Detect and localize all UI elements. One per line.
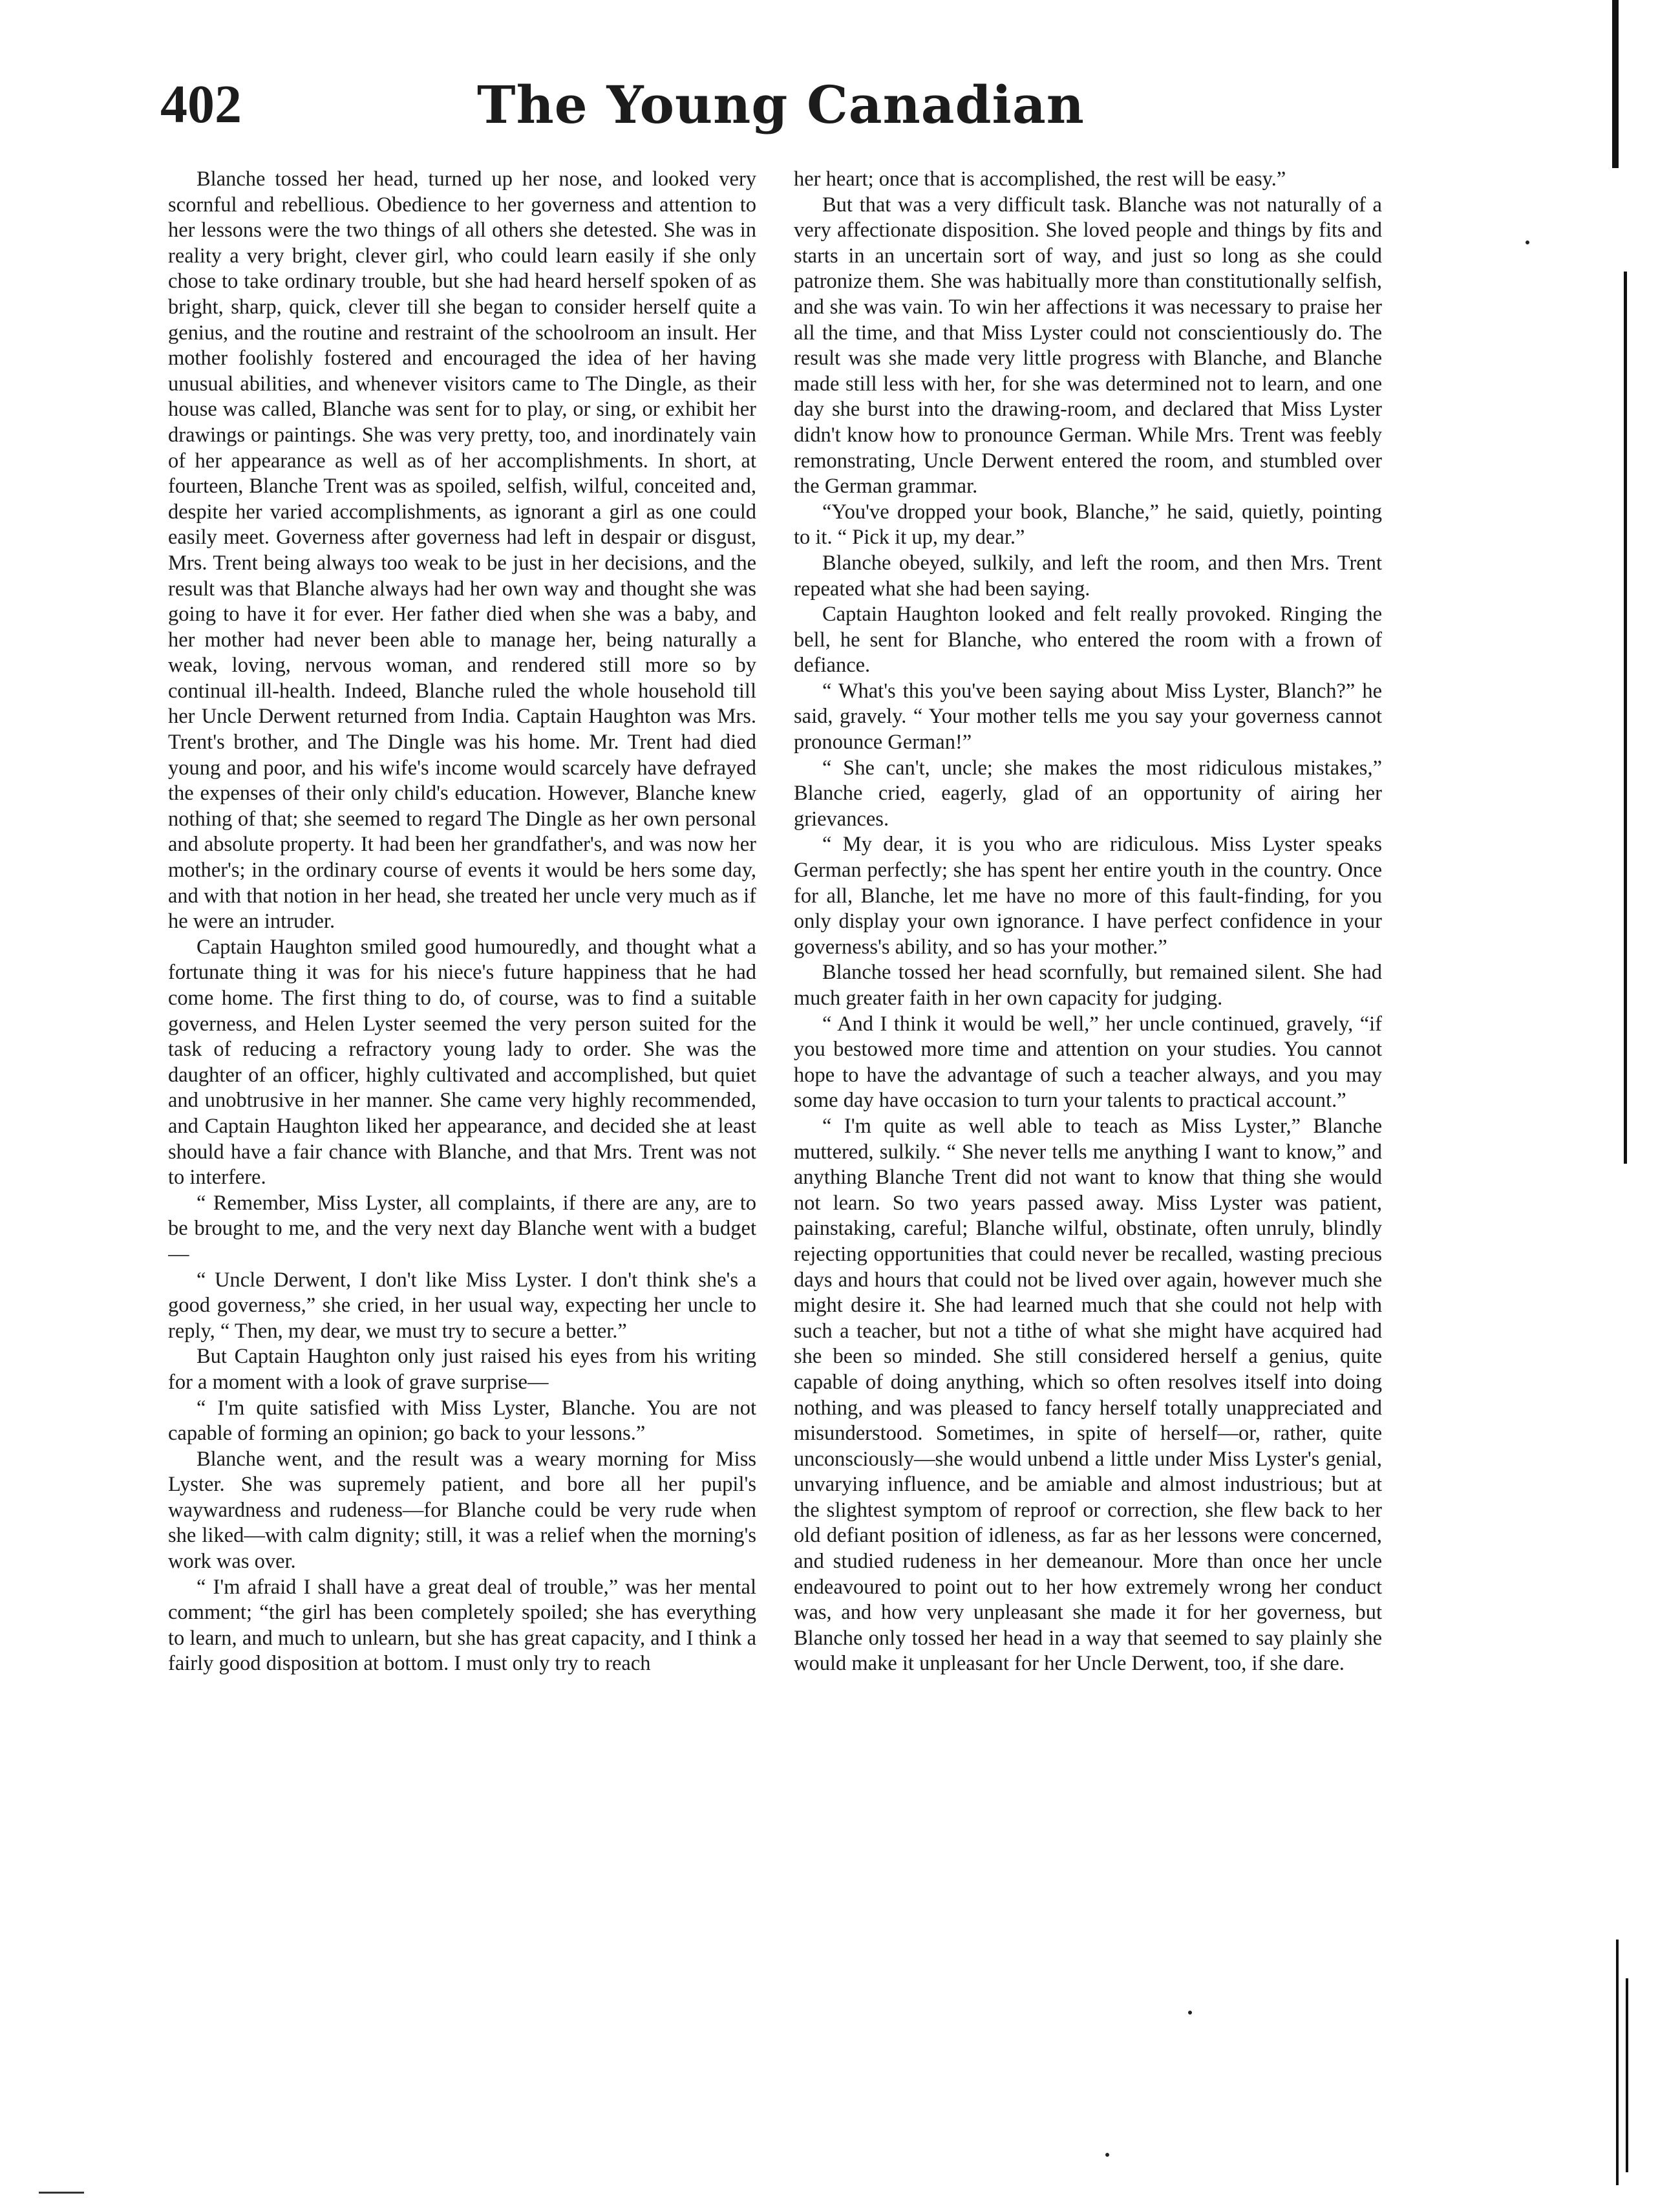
- paragraph: “ Uncle Derwent, I don't like Miss Lyster. I don't think she's a good governess,” she cried, in her usual way, expecting her uncle to reply, “ Then, my dear, we must try to secure a better.”: [168, 1268, 756, 1343]
- paragraph: “ She can't, uncle; she makes the most ridiculous mistakes,” Blanche cried, eagerly, glad of an opportunity of airing her grievances.: [794, 756, 1382, 831]
- paragraph: “ And I think it would be well,” her uncle continued, gravely, “if you bestowed more time and attention on your studies. You cannot hope to have the advantage of such a teacher always, and you may some day have occasion to turn your talents to practical account.”: [794, 1012, 1382, 1113]
- journal-title: The Young Canadian: [477, 74, 1085, 135]
- paragraph: “ I'm afraid I shall have a great deal of trouble,” was her mental comment; “the girl has been completely spoiled; she has everything to learn, and much to unlearn, but she has great capacity, and I think a fairly good disposition at bottom. I must only try to reach: [168, 1575, 756, 1676]
- paragraph-continuation: her heart; once that is accomplished, the rest will be easy.”: [794, 167, 1286, 191]
- scan-speck: [1526, 241, 1529, 244]
- paragraph: Captain Haughton looked and felt really provoked. Ringing the bell, he sent for Blanche, who entered the room with a frown of defiance.: [794, 603, 1382, 678]
- paragraph: Captain Haughton smiled good humouredly, and thought what a fortunate thing it was for his niece's future happiness that he had come home. The first thing to do, of course, was to find a suitable governess, and Helen Lyster seemed the very person suited for the task of reducing a refractory young lady to order. She was the daughter of an officer, highly cultivated and accomplished, but quiet and unobtrusive in her manner. She came very highly recommended, and Captain Haughton liked her appearance, and decided she at least should have a fair chance with Blanche, and that Mrs. Trent was not to interfere.: [168, 935, 756, 1190]
- bottom-rule: [39, 2192, 84, 2194]
- paragraph: “ My dear, it is you who are ridiculous. Miss Lyster speaks German perfectly; she has spent her entire youth in the country. Once for all, Blanche, let me have no more of this fault-finding, for you only display your own ignorance. I have perfect confidence in your governess's ability, and so has your mother.”: [794, 833, 1382, 959]
- scan-speck: [1105, 2153, 1109, 2157]
- scan-speck: [1188, 2011, 1192, 2015]
- page-number: 402: [160, 74, 242, 134]
- left-column: [168, 167, 756, 2068]
- paragraph: “ I'm quite as well able to teach as Miss Lyster,” Blanche muttered, sulkily. “ She never tells me anything I want to know,” and anything Blanche Trent did not want to know that thing she would not learn. So two years passed away. Miss Lyster was patient, painstaking, careful; Blanche wilful, obstinate, often unruly, blindly rejecting opportunities that could never be recalled, wasting precious days and hours that could not be lived over again, however much she might desire it. She had learned much that she could not help with such a teacher, but not a tithe of what she might have acquired had she been so minded. She still considered herself a genius, quite capable of doing anything, which so often resolves itself into doing nothing, and was pleased to fancy herself totally unappreciated and misunderstood. Sometimes, in spite of herself—or, rather, quite unconsciously—she would unbend a little under Miss Lyster's genial, unvarying influence, and be amiable and almost industrious; but at the slightest symptom of reproof or correction, she flew back to her old defiant position of idleness, as far as her lessons were concerned, and studied rudeness in her demeanour. More than once her uncle endeavoured to point out to her how extremely wrong her conduct was, and how very unpleasant she made it for her governess, but Blanche only tossed her head in a way that seemed to say plainly she would make it unpleasant for her Uncle Derwent, too, if she dare.: [794, 1114, 1382, 1676]
- scan-edge-mark: [1624, 272, 1627, 1164]
- paragraph: “You've dropped your book, Blanche,” he said, quietly, pointing to it. “ Pick it up, my dear.”: [794, 500, 1382, 550]
- paragraph: Blanche tossed her head scornfully, but remained silent. She had much greater faith in her own capacity for judging.: [794, 961, 1382, 1010]
- paragraph: “ Remember, Miss Lyster, all complaints, if there are any, are to be brought to me, and the very next day Blanche went with a budget—: [168, 1191, 756, 1266]
- paragraph: Blanche obeyed, sulkily, and left the room, and then Mrs. Trent repeated what she had been saying.: [794, 551, 1382, 601]
- page-header: [160, 72, 1401, 137]
- scan-edge-mark: [1616, 1940, 1619, 2185]
- paragraph: “ What's this you've been saying about Miss Lyster, Blanch?” he said, gravely. “ Your mother tells me you say your governess cannot pronounce German!”: [794, 679, 1382, 754]
- scan-edge-mark: [1626, 1978, 1628, 2172]
- paragraph: “ I'm quite satisfied with Miss Lyster, Blanche. You are not capable of forming an opinion; go back to your lessons.”: [168, 1396, 756, 1446]
- paragraph: Blanche tossed her head, turned up her nose, and looked very scornful and rebellious. Obedience to her governess and attention to her lessons were the two things of all others she detested. She was in reality a very bright, clever girl, who could learn easily if she only chose to take ordinary trouble, but she had heard herself spoken of as bright, sharp, quick, clever till she began to consider herself quite a genius, and the routine and restraint of the schoolroom an insult. Her mother foolishly fostered and encouraged the idea of her having unusual abilities, and whenever visitors came to The Dingle, as their house was called, Blanche was sent for to play, or sing, or exhibit her drawings or paintings. She was very pretty, too, and inordinately vain of her appearance as well as of her accomplishments. In short, at fourteen, Blanche Trent was as spoiled, selfish, wilful, conceited and, despite her varied accomplishments, as ignorant a girl as one could easily meet. Governess after governess had left in despair or disgust, Mrs. Trent being always too weak to be just in her decisions, and the result was that Blanche always had her own way and thought she was going to have it for ever. Her father died when she was a baby, and her mother had never been able to manage her, being naturally a weak, loving, nervous woman, and rendered still more so by continual ill-health. Indeed, Blanche ruled the whole household till her Uncle Derwent returned from India. Captain Haughton was Mrs. Trent's brother, and The Dingle was his home. Mr. Trent had died young and poor, and his wife's income would scarcely have defrayed the expenses of their only child's education. However, Blanche knew nothing of that; she seemed to regard The Dingle as her own personal and absolute property. It had been her grandfather's, and was now her mother's; in the ordinary course of events it would be hers some day, and with that notion in her head, she treated her uncle very much as if he were an intruder.: [168, 167, 756, 934]
- right-column: [794, 167, 1382, 2068]
- paragraph: But that was a very difficult task. Blanche was not naturally of a very affectionate disposition. She loved people and things by fits and starts in an uncertain sort of way, and just so long as she could patronize them. She was habitually more than constitutionally selfish, and she was vain. To win her affections it was necessary to praise her all the time, and that Miss Lyster could not conscientiously do. The result was she made very little progress with Blanche, and Blanche made still less with her, for she was determined not to learn, and one day she burst into the drawing-room, and declared that Miss Lyster didn't know how to pronounce German. While Mrs. Trent was feebly remonstrating, Uncle Derwent entered the room, and stumbled over the German grammar.: [794, 193, 1382, 498]
- scan-edge-mark: [1612, 0, 1619, 168]
- paragraph: Blanche went, and the result was a weary morning for Miss Lyster. She was supremely patient, and bore all her pupil's waywardness and rudeness—for Blanche could be very rude when she liked—with calm dignity; still, it was a relief when the morning's work was over.: [168, 1447, 756, 1574]
- paragraph: But Captain Haughton only just raised his eyes from his writing for a moment with a look of grave surprise—: [168, 1345, 756, 1394]
